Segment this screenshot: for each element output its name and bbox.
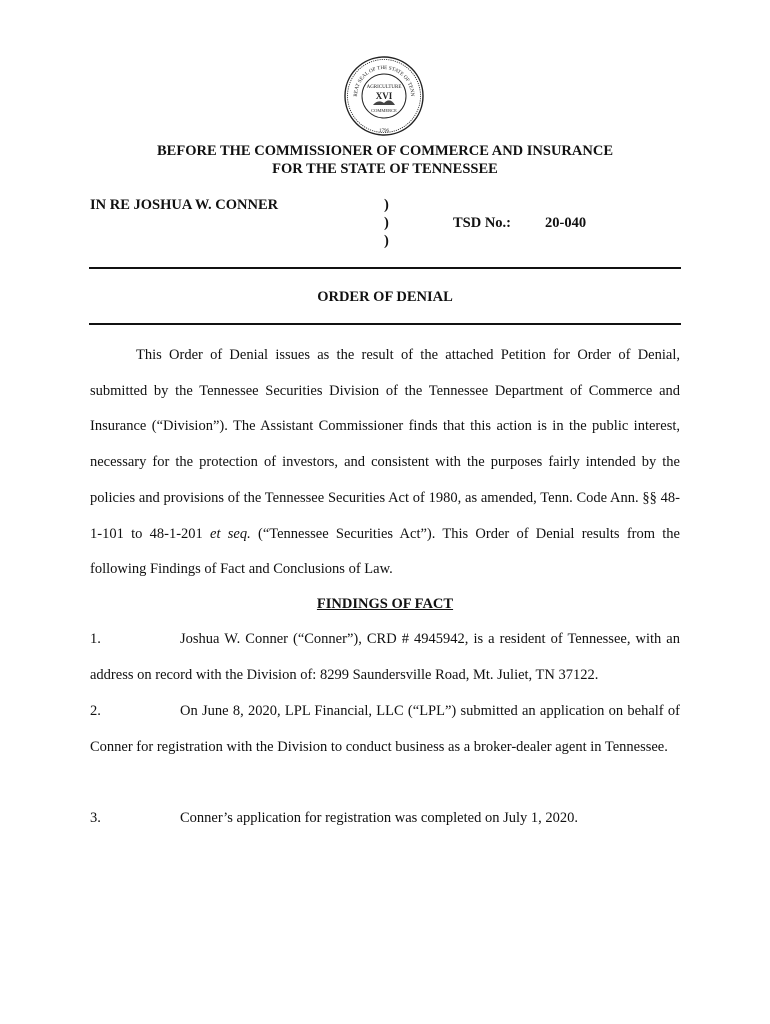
finding-item <box>90 622 680 693</box>
svg-text:AGRICULTURE: AGRICULTURE <box>366 85 402 90</box>
svg-text:XVI: XVI <box>375 91 393 101</box>
intro-italic: et seq. <box>210 525 251 542</box>
state-seal-icon <box>343 55 425 137</box>
tsd-number-value: 20-040 <box>545 215 587 231</box>
svg-text:COMMERCE: COMMERCE <box>371 108 397 113</box>
svg-text:1796: 1796 <box>379 129 389 134</box>
finding-text: Joshua W. Conner (“Conner”), CRD # 4945942, is a resident of Tennessee, with an address on record with the Division of: 8299 Saundersville Road, Mt. Juliet, TN 37122. <box>90 631 680 683</box>
intro-text-2: (“Tennessee Securities Act”). This Order of Denial results from the following Findings of Fact and Conclusions of Law. <box>90 525 680 578</box>
case-party: IN RE JOSHUA W. CONNER <box>90 197 279 213</box>
caption-paren: ) <box>384 197 389 213</box>
finding-text: Conner’s application for registration was completed on July 1, 2020. <box>180 810 578 826</box>
finding-item <box>90 694 680 765</box>
finding-item <box>90 801 680 837</box>
intro-paragraph <box>90 338 680 588</box>
svg-text:THE GREAT SEAL OF THE STATE OF: REAT SEAL OF THE STATE OF TENN <box>352 64 416 97</box>
divider-top <box>89 267 681 269</box>
findings-heading: FINDINGS OF FACT <box>316 596 454 612</box>
finding-number: 3. <box>90 810 101 826</box>
finding-text: On June 8, 2020, LPL Financial, LLC (“LPL”) submitted an application on behalf of Conner for registration with the Division to conduct business as a broker-dealer agent in Tennessee. <box>90 703 680 755</box>
order-title: ORDER OF DENIAL <box>317 289 453 305</box>
finding-number: 2. <box>90 703 101 719</box>
header-line-2: FOR THE STATE OF TENNESSEE <box>272 161 498 177</box>
intro-text-1: This Order of Denial issues as the result of the attached Petition for Order of Denial, submitted by the Tennessee Securities Division of the Tennessee Department of Commerce and Insurance (“Division”). The Assistant Commissioner finds that this action is in the public interest, necessary for the protection of investors, and consistent with the purposes fairly intended by the policies and provisions of the Tennessee Securities Act of 1980, as amended, Tenn. Code Ann. §§ 48-1-101 to 48-1-201 <box>90 347 680 542</box>
caption-paren: ) <box>384 215 389 231</box>
header-line-1: BEFORE THE COMMISSIONER OF COMMERCE AND INSURANCE <box>157 143 613 159</box>
divider-bottom <box>89 323 681 325</box>
tsd-number-label: TSD No.: <box>453 215 512 231</box>
caption-paren: ) <box>384 233 389 249</box>
finding-number: 1. <box>90 631 101 647</box>
